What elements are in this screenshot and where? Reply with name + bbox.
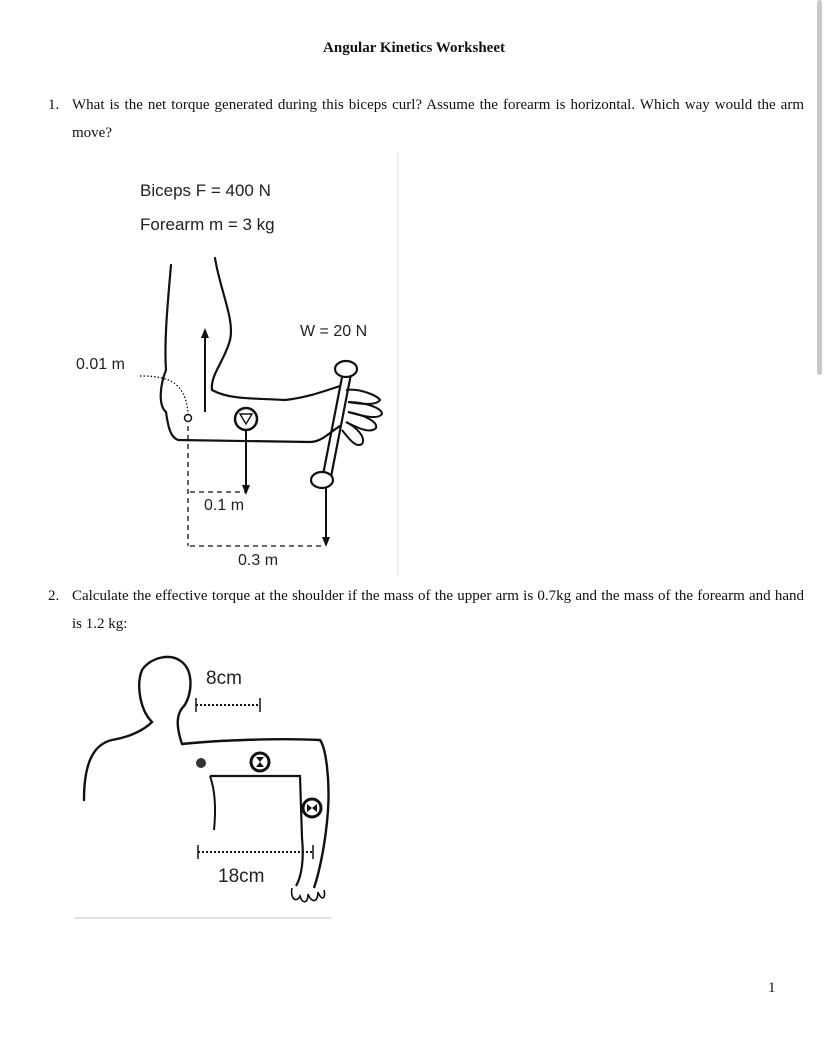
question-number: 1. <box>48 97 60 113</box>
forearm-cg-distance-label: 0.1 m <box>204 497 245 514</box>
upper-arm-distance-label: 8cm <box>206 668 242 689</box>
biceps-curl-diagram <box>60 150 410 580</box>
upper-arm-cg-icon <box>251 753 269 771</box>
weight-distance-label: 0.3 m <box>238 552 279 569</box>
forearm-mass-label: Forearm m = 3 kg <box>140 215 275 234</box>
page-number: 1 <box>768 980 776 996</box>
weight-label: W = 20 N <box>300 323 368 340</box>
shoulder-torque-diagram <box>70 640 334 922</box>
biceps-distance-label: 0.01 m <box>76 356 125 373</box>
question-text: What is the net torque generated during this biceps curl? Assume the forearm is horizontal. Which way would the arm move? <box>72 97 804 141</box>
shoulder-joint <box>196 758 206 768</box>
elbow-joint <box>185 415 192 422</box>
worksheet-title: Angular Kinetics Worksheet <box>323 40 505 56</box>
forearm-cg-icon <box>235 408 257 430</box>
question-2 <box>48 582 808 642</box>
question-1 <box>48 91 808 151</box>
question-text: Calculate the effective torque at the shoulder if the mass of the upper arm is 0.7kg and the mass of the forearm and hand is 1.2 kg: <box>72 588 804 632</box>
question-number: 2. <box>48 588 60 604</box>
forearm-cg-icon <box>303 799 321 817</box>
forearm-distance-label: 18cm <box>218 866 265 887</box>
biceps-force-label: Biceps F = 400 N <box>140 181 271 200</box>
